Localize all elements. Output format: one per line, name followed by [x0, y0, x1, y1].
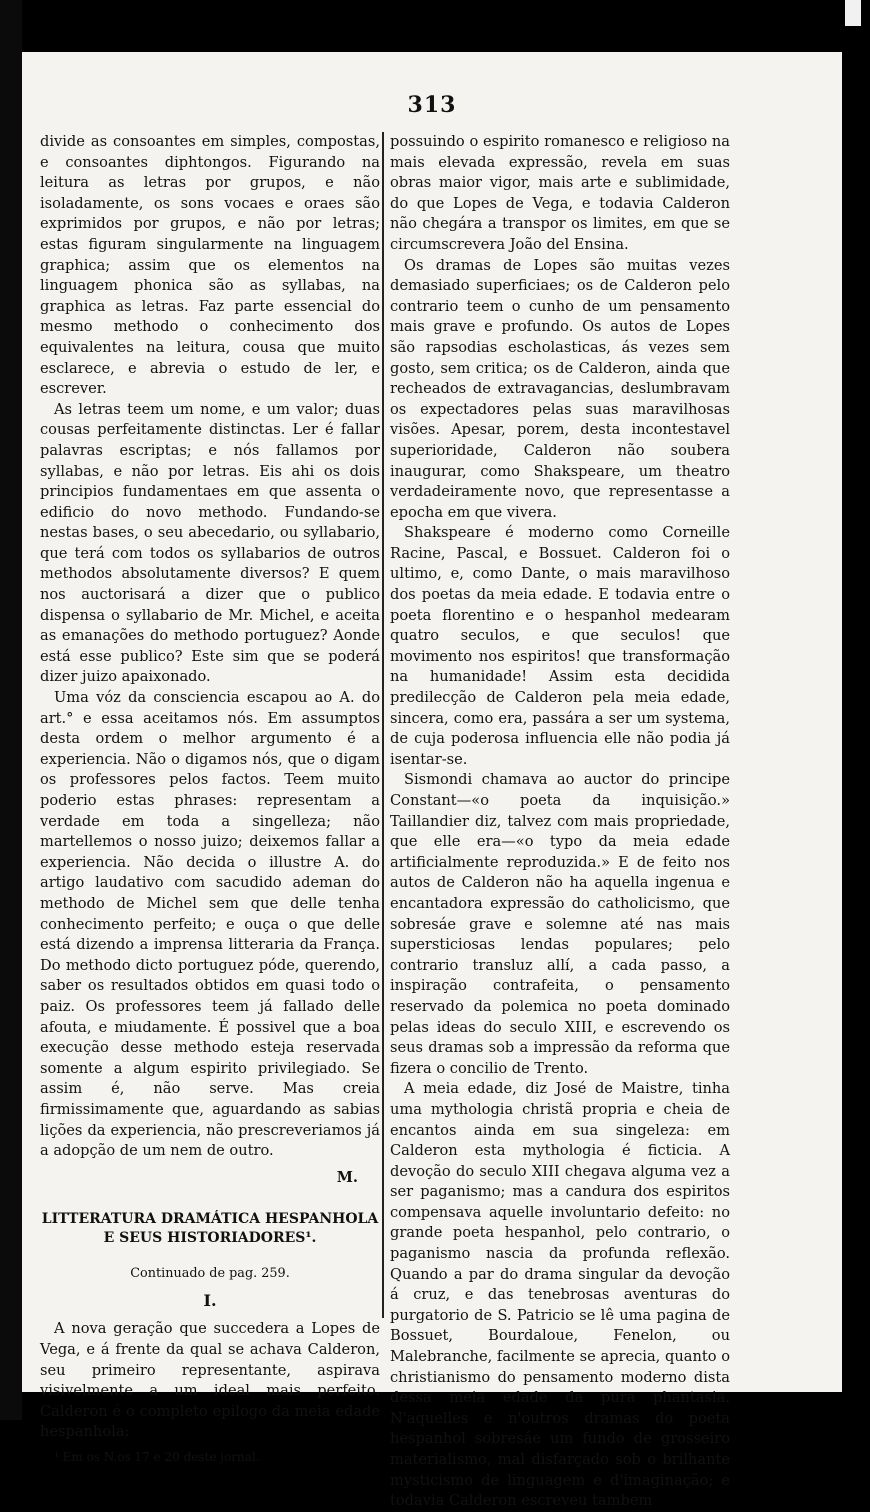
page-number: 313 [407, 92, 457, 118]
section-number: I. [203, 1290, 217, 1310]
paragraph: Shakspeare é moderno como Corneille Racine, Pascal, e Bossuet. Calderon foi o ultimo, e, como Dante, o mais maravilhoso dos poetas da meia edade. E todavia entre o poeta florentino e o hespanhol medearam quatro seculos, e que seculos! que movimento nos espiritos! que transformação na humanidade! Assim esta decidida predilecção de Calderon pela meia edade, sincera, como era, passára a ser um systema, de cuja poderosa influencia elle não podia já isentar-se. [390, 524, 730, 768]
column-divider [382, 132, 384, 1318]
right-column [390, 132, 730, 1512]
left-column [40, 132, 380, 1468]
footnote: ¹ Em os N.os 17 e 20 deste jornal. [54, 1450, 260, 1465]
signature: M. [336, 1168, 358, 1186]
paragraph: A meia edade, diz José de Maistre, tinha uma mythologia christã propria e cheia de encantos ainda em sua singeleza: em Calderon esta mythologia é ficticia. A devoção do seculo XIII chegava alguma vez a ser paganismo; mas a candura dos espiritos compensava aquelle involuntario defeito: no grande poeta hespanhol, pelo contrario, o paganismo nascia da profunda reflexão. Quando a par do drama singular da devoção á cruz, e das tenebrosas aventuras do purgatorio de S. Patricio se lê uma pagina de Bossuet, Bourdaloue, Fenelon, ou Malebranche, facilmente se aprecia, quanto o christianismo do pensamento moderno dista dessa meia edade da pura phantasia. N'aquelles e n'outros dramas do poeta hespanhol sobresáe um fundo de grosseiro materialismo, mal disfarçado sob o brilhante mysticismo de linguagem e d'imaginação; e todavia Calderon escreveu tambem [390, 1080, 730, 1510]
paragraph: Os dramas de Lopes são muitas vezes demasiado superficiaes; os de Calderon pelo contrario teem o cunho de um pensamento mais grave e profundo. Os autos de Lopes são rapsodias escholasticas, ás vezes sem gosto, sem critica; os de Calderon, ainda que recheados de extravagancias, deslumbravam os expectadores pelas suas maravilhosas visões. Apesar, porem, desta incontestavel superioridade, Calderon não soubera inaugurar, como Shakspeare, um theatro verdadeiramente novo, que representasse a epocha em que vivera. [390, 256, 730, 521]
paragraph: Sismondi chamava ao auctor do principe Constant—«o poeta da inquisição.» Taillandier diz, talvez com mais propriedade, que elle era—«o typo da meia edade artificialmente reproduzida.» E de feito nos autos de Calderon não ha aquella ingenua e encantadora expressão do catholicismo, que sobresáe grave e solemne até nas mais supersticiosas lendas populares; pelo contrario transluz allí, a cada passo, a inspiração contrafeita, o pensamento reservado da polemica no poeta dominado pelas ideas do seculo XIII, e escrevendo os seus dramas sob a impressão da reforma que fizera o concilio de Trento. [390, 771, 730, 1077]
article-heading-line2: E SEUS HISTORIADORES¹. [103, 1230, 317, 1247]
paragraph: divide as consoantes em simples, compostas, e consoantes diphtongos. Figurando na leitura as letras por grupos, e não isoladamente, os sons vocaes e oraes são exprimidos por grupos, e não por letras; estas figuram singularmente na linguagem graphica; assim que os elementos na linguagem phonica são as syllabas, na graphica as letras. Faz parte essencial do mesmo methodo o conhecimento dos equivalentes na leitura, cousa que muito esclarece, e abrevia o estudo de ler, e escrever. [40, 133, 380, 398]
article-heading-line1: LITTERATURA DRAMÁTICA HESPANHOLA [41, 1211, 379, 1228]
document-page [22, 52, 842, 1510]
paragraph: possuindo o espirito romanesco e religioso na mais elevada expressão, revela em suas obras maior vigor, mais arte e sublimidade, do que Lopes de Vega, e todavia Calderon não chegára a transpor os limites, em que se circumscrevera João del Ensina. [390, 133, 730, 253]
paragraph: Uma vóz da consciencia escapou ao A. do art.° e essa aceitamos nós. Em assumptos desta ordem o melhor argumento é a experiencia. Não o digamos nós, que o digam os professores pelos factos. Teem muito poderio estas phrases: representam a verdade em toda a singelleza; não martellemos o nosso juizo; deixemos fallar a experiencia. Não decida o illustre A. do artigo laudativo com sacudido ademan do methodo de Michel sem que delle tenha conhecimento perfeito; e ouça o que delle está dizendo a imprensa litteraria da França. Do methodo dicto portuguez póde, querendo, saber os resultados obtidos em quasi todo o paiz. Os professores teem já fallado delle afouta, e miudamente. É possivel que a boa execução desse methodo esteja reservada somente a algum espirito privilegiado. Se assim é, não serve. Mas creia firmissimamente que, aguardando as sabias lições da experiencia, não prescreveriamos já a adopção de um nem de outro. [40, 689, 380, 1160]
scan-edge-mark [845, 0, 861, 26]
continued-note: Continuado de pag. 259. [130, 1266, 290, 1282]
paragraph: A nova geração que succedera a Lopes de Vega, e á frente da qual se achava Calderon, seu primeiro representante, aspirava visivelmente a um ideal mais perfeito. Calderon é o completo epilogo da meia edade hespanhola: [40, 1320, 380, 1441]
paragraph: As letras teem um nome, e um valor; duas cousas perfeitamente distinctas. Ler é fallar palavras escriptas; e nós fallamos por syllabas, e não por letras. Eis ahi os dois principios fundamentaes em que assenta o edificio do novo methodo. Fundando-se nestas bases, o seu abecedario, ou syllabario, que terá com todos os syllabarios de outros methodos absolutamente diversos? E quem nos auctorisará a dizer que o publico dispensa o syllabario de Mr. Michel, e aceita as emanações do methodo portuguez? Aonde está esse publico? Este sim que se poderá dizer juizo apaixonado. [40, 400, 380, 686]
scan-border [0, 0, 22, 1420]
